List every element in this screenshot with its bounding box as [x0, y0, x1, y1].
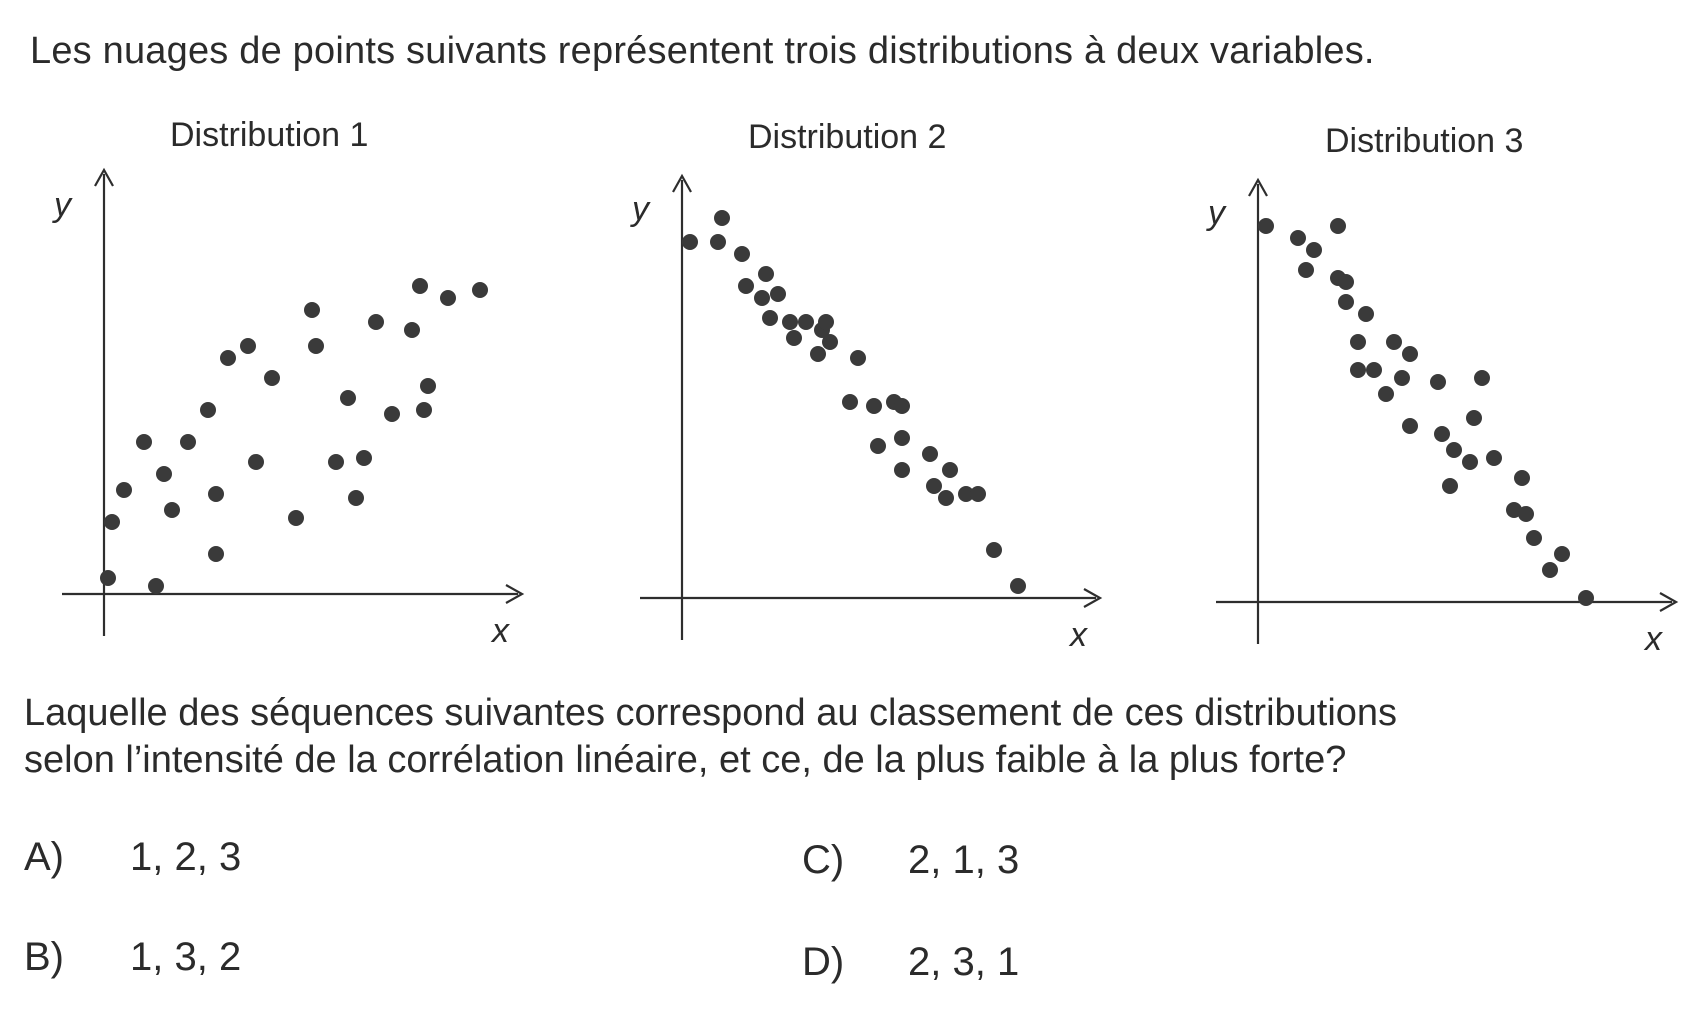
data-point — [1462, 454, 1478, 470]
data-point — [1358, 306, 1374, 322]
question-line-1: Laquelle des séquences suivantes correspond au classement de ces distributions — [24, 692, 1398, 734]
data-point — [1298, 262, 1314, 278]
answer-letter: A) — [24, 835, 64, 879]
data-point — [1290, 230, 1306, 246]
x-axis-label-3: x — [1645, 620, 1662, 658]
x-axis-label-1: x — [492, 612, 509, 650]
data-point — [1366, 362, 1382, 378]
data-point — [1386, 334, 1402, 350]
data-point — [1518, 506, 1534, 522]
data-point — [1434, 426, 1450, 442]
data-point — [1306, 242, 1322, 258]
y-axis-label-3: y — [1208, 194, 1225, 232]
answer-value: 2, 3, 1 — [908, 940, 1020, 984]
chart-title-2: Distribution 2 — [748, 118, 947, 156]
data-point — [1378, 386, 1394, 402]
chart-title-1: Distribution 1 — [170, 116, 369, 154]
data-point — [1526, 530, 1542, 546]
data-point — [1394, 370, 1410, 386]
data-point — [1350, 362, 1366, 378]
chart-title-3: Distribution 3 — [1325, 122, 1524, 160]
answer-option-a[interactable] — [24, 835, 241, 880]
y-axis-label-1: y — [54, 186, 71, 224]
data-point — [1430, 374, 1446, 390]
answer-letter: D) — [802, 940, 845, 984]
intro-text: Les nuages de points suivants représentent trois distributions à deux variables. — [30, 30, 1375, 72]
data-point — [1578, 590, 1594, 606]
answer-option-b[interactable] — [24, 935, 241, 980]
data-point — [1542, 562, 1558, 578]
data-point — [1338, 294, 1354, 310]
data-point — [1466, 410, 1482, 426]
answer-option-c[interactable] — [802, 838, 1019, 883]
answer-value: 1, 3, 2 — [130, 935, 242, 979]
data-point — [1402, 346, 1418, 362]
data-point — [1486, 450, 1502, 466]
data-point — [1514, 470, 1530, 486]
data-point — [1446, 442, 1462, 458]
data-point — [1474, 370, 1490, 386]
x-axis-label-2: x — [1070, 616, 1087, 654]
data-point — [1258, 218, 1274, 234]
answer-letter: B) — [24, 935, 64, 979]
data-point — [1402, 418, 1418, 434]
data-point — [1350, 334, 1366, 350]
answer-option-d[interactable] — [802, 940, 1019, 985]
question-line-2: selon l’intensité de la corrélation linéaire, et ce, de la plus faible à la plus forte? — [24, 739, 1347, 781]
data-point — [1442, 478, 1458, 494]
data-point — [1554, 546, 1570, 562]
answer-letter: C) — [802, 838, 845, 882]
data-point — [1330, 218, 1346, 234]
question-text — [24, 690, 1644, 784]
y-axis-label-2: y — [632, 190, 649, 228]
data-point — [1338, 274, 1354, 290]
answer-value: 2, 1, 3 — [908, 838, 1020, 882]
answer-value: 1, 2, 3 — [130, 835, 242, 879]
